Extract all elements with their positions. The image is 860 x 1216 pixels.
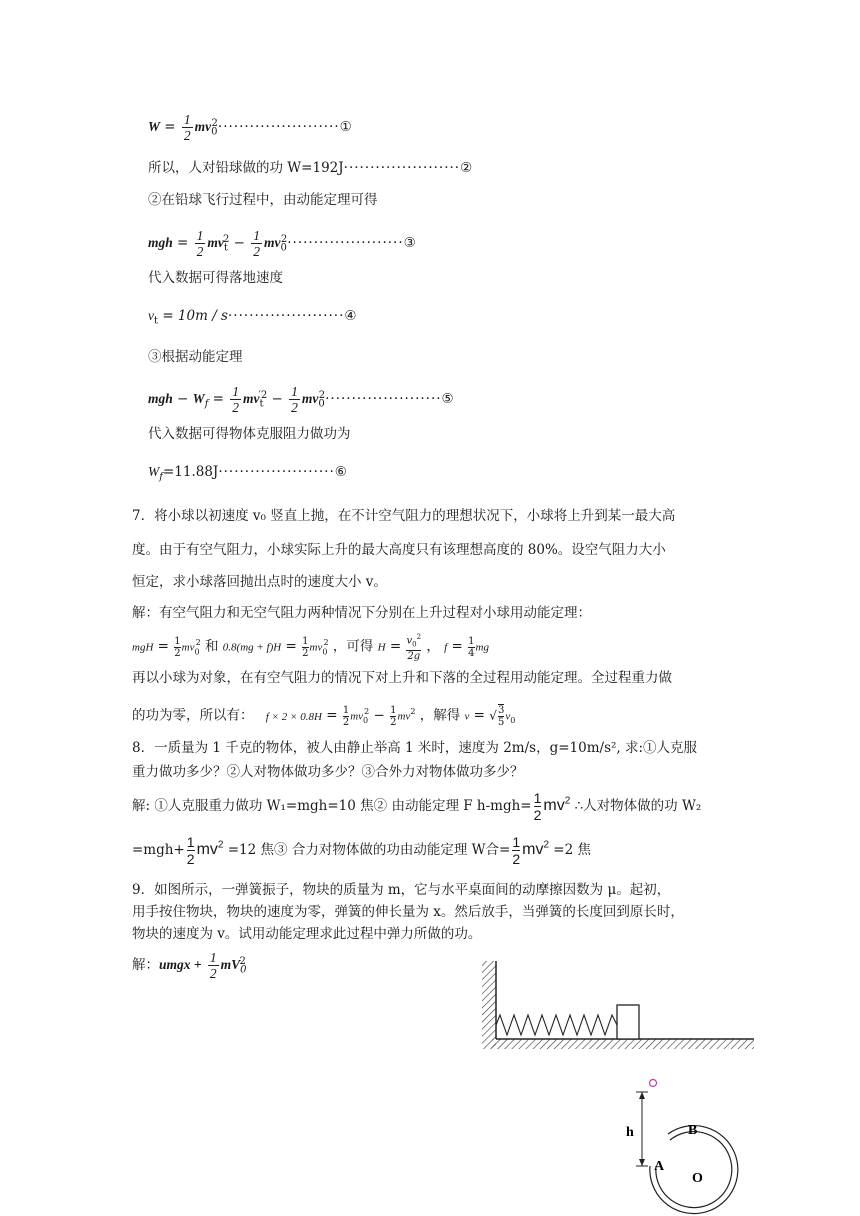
track-inner: [656, 1132, 732, 1208]
problem-7-line-3: 恒定，求小球落回抛出点时的速度大小 v。: [132, 574, 387, 590]
problem-7-line-1: 7．将小球以初速度 v₀ 竖直上抛，在不计空气阻力的理想状况下，小球将上升到某一最大高: [132, 508, 676, 524]
spring: [496, 1015, 617, 1035]
label-b: B: [688, 1123, 698, 1138]
problem-8-solution-1: 解: ①人克服重力做功 W₁=mgh=10 焦② 由动能定理 F h-mgh= $\frac{1}{2}$ $mv^2$ ∴人对物体做的功 W₂: [132, 790, 702, 823]
equation-3: mgh = $\frac{1}{2}$ $mv_t^2$ − $\frac{1}{2}$ $mv_0^2\cdot\cdot\cdot\cdot\cdot\cdot\cdot\cdot\cdot\cdot\cdot\cdot\cdot\cdot\cdot\cdot\cdot\cdot\cdot\cdot\cdot\cdot ③$: [148, 228, 416, 259]
problem-9-line-2: 用手按住物块，物块的速度为零，弹簧的伸长量为 x。然后放手，当弹簧的长度回到原长时，: [132, 904, 684, 920]
label-h: h: [626, 1125, 634, 1140]
problem-9-line-1: 9．如图所示，一弹簧振子，物块的质量为 m，它与水平桌面间的动摩擦因数为 μ。起初，: [132, 882, 671, 898]
block: [617, 1005, 639, 1039]
problem-9-line-3: 物块的速度为 v。试用动能定理求此过程中弹力所做的功。: [132, 926, 482, 942]
step-2-line: ②在铅球飞行过程中，由动能定理可得: [148, 192, 378, 208]
problem-7-line-2: 度。由于有空气阻力，小球实际上升的最大高度只有该理想高度的 80%。设空气阻力大小: [132, 542, 666, 558]
problem-8-solution-2: =mgh+ $\frac{1}{2}$ $mv^2 =12$ 焦③ 合力对物体做的功由动能定理 W合= $\frac{1}{2}$ $mv^2 =2$ 焦: [132, 834, 591, 867]
substitute-line-2: 代入数据可得物体克服阻力做功为: [148, 426, 351, 442]
label-o: O: [692, 1171, 703, 1186]
equation-1: W = $\frac{1}{2}$ $mv_0^2\cdot\cdot\cdot\cdot\cdot\cdot\cdot\cdot\cdot\cdot\cdot\cdot\cdot\cdot\cdot\cdot\cdot\cdot\cdot\cdot\cdot\cdot\cdot ①$: [148, 112, 352, 143]
problem-7-line-5: 再以小球为对象，在有空气阻力的情况下对上升和下落的全过程用动能定理。全过程重力做: [132, 670, 672, 686]
problem-8-line-1: 8．一质量为 1 千克的物体，被人由静止举高 1 米时，速度为 2m/s，g=10m/s², 求:①人克服: [132, 740, 698, 756]
work-result-line: 所以，人对铅球做的功 W=192J······················②: [148, 160, 473, 176]
equation-4: $v_t = 10m$ / s······················④: [148, 308, 357, 327]
wall: [482, 961, 496, 1049]
substitute-line-1: 代入数据可得落地速度: [148, 270, 283, 286]
circular-track-diagram: [616, 1074, 746, 1216]
label-a: A: [654, 1159, 665, 1174]
problem-7-solution-intro: 解：有空气阻力和无空气阻力两种情况下分别在上升过程对小球用动能定理：: [132, 605, 591, 621]
spring-block-diagram: [478, 955, 760, 1055]
step-3-line: ③根据动能定理: [148, 349, 243, 365]
problem-7-line-6: 的功为零，所以有： f × 2 × 0.8H = $\frac{1}{2}$ $mv_0^2$ − $\frac{1}{2}$ $mv^2$ ，解得 v = √ $\frac{3}{5}$ $v_0$: [132, 704, 516, 728]
equation-6: $W_f=11.88J\cdot\cdot\cdot\cdot\cdot\cdot\cdot\cdot\cdot\cdot\cdot\cdot\cdot\cdot\cdot\cdot\cdot\cdot\cdot\cdot\cdot\cdot ⑥$: [148, 464, 347, 483]
equation-5: mgh − $W_f$ = $\frac{1}{2}$ $mv_t^{'2}$ − $\frac{1}{2}$ $mv_0^2\cdot\cdot\cdot\cdot\cdot\cdot\cdot\cdot\cdot\cdot\cdot\cdot\cdot\cdot\cdot\cdot\cdot\cdot\cdot\cdot\cdot\cdot ⑤$: [148, 384, 454, 415]
problem-8-line-2: 重力做功多少？②人对物体做功多少？③合外力对物体做功多少？: [132, 764, 524, 780]
problem-9-solution: 解：umgx + $\frac{1}{2}$ $mV_0^2$: [132, 950, 247, 981]
problem-7-equations: mgH = $\frac{1}{2}$ $mv_0^2$ 和 0.8(mg + f)H = $\frac{1}{2}$ $mv_0^2$ ，可得 H = $\frac{v_0^2}{2g}$ ， f = $\frac{1}{4}$ mg: [132, 633, 489, 663]
floor-hatch: [492, 1039, 754, 1049]
ball: [650, 1080, 657, 1087]
equation-1-tag: ①: [339, 119, 352, 135]
